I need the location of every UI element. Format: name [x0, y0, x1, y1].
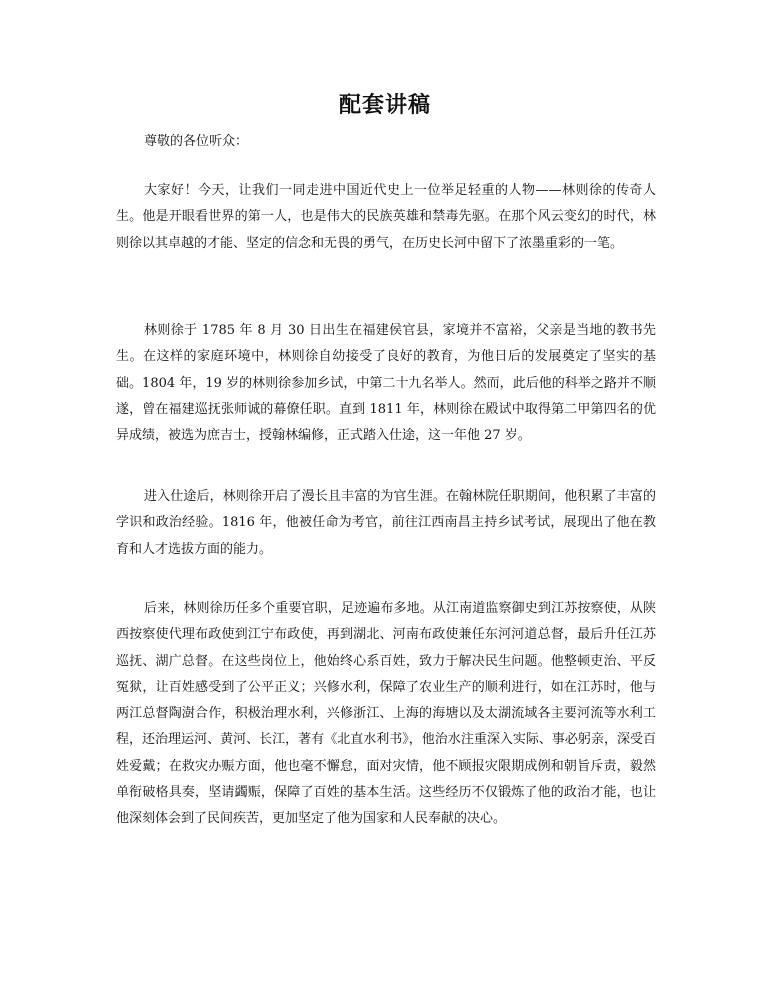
document-title: 配套讲稿	[338, 92, 431, 118]
paragraph-official-posts: 后来，林则徐历任多个重要官职，足迹遍布多地。从江南道监察御史到江苏按察使，从陕西按察使代理布政使到江宁布政使，再到湖北、河南布政使兼任东河河道总督，最后升任江苏巡抚、湖广总督。在这些岗位上，他始终心系百姓，致力于解决民生问题。他整顿吏治、平反冤狱，让百姓感受到了公平正义；兴修水利，保障了农业生产的顺利进行，如在江苏时，他与两江总督陶澍合作，积极治理水利，兴修浙江、上海的海塘以及太湖流域各主要河流等水利工程，还治理运河、黄河、长江，著有《北直水利书》，他治水注重深入实际、事必躬亲，深受百姓爱戴；在救灾办赈方面，他也毫不懈怠，面对灾情，他不顾报灾限期成例和朝旨斥责，毅然单衔破格具奏，坚请蠲赈，保障了百姓的基本生活。这些经历不仅锻炼了他的政治才能，也让他深刻体会到了民间疾苦，更加坚定了他为国家和人民奉献的决心。	[116, 601, 656, 827]
paragraph-career-start: 进入仕途后，林则徐开启了漫长且丰富的为官生涯。在翰林院任职期间，他积累了丰富的学识和政治经验。1816 年，他被任命为考官，前往江西南昌主持乡试考试，展现出了他在教育和人才选拔方面的能力。	[116, 489, 656, 557]
salutation: 尊敬的各位听众：	[144, 134, 249, 149]
paragraph-early-life: 林则徐于 1785 年 8 月 30 日出生在福建侯官县，家境并不富裕，父亲是当地的教书先生。在这样的家庭环境中，林则徐自幼接受了良好的教育，为他日后的发展奠定了坚实的基础。1804 年，19 岁的林则徐参加乡试，中第二十九名举人。然而，此后他的科举之路并不顺遂，曾在福建巡抚张师诚的幕僚任职。直到 1811 年，林则徐在殿试中取得第二甲第四名的优异成绩，被选为庶吉士，授翰林编修，正式踏入仕途，这一年他 27 岁。	[116, 323, 656, 444]
paragraph-intro: 大家好！今天，让我们一同走进中国近代史上一位举足轻重的人物——林则徐的传奇人生。他是开眼看世界的第一人，也是伟大的民族英雄和禁毒先驱。在那个风云变幻的时代，林则徐以其卓越的才能、坚定的信念和无畏的勇气，在历史长河中留下了浓墨重彩的一笔。	[116, 183, 656, 251]
